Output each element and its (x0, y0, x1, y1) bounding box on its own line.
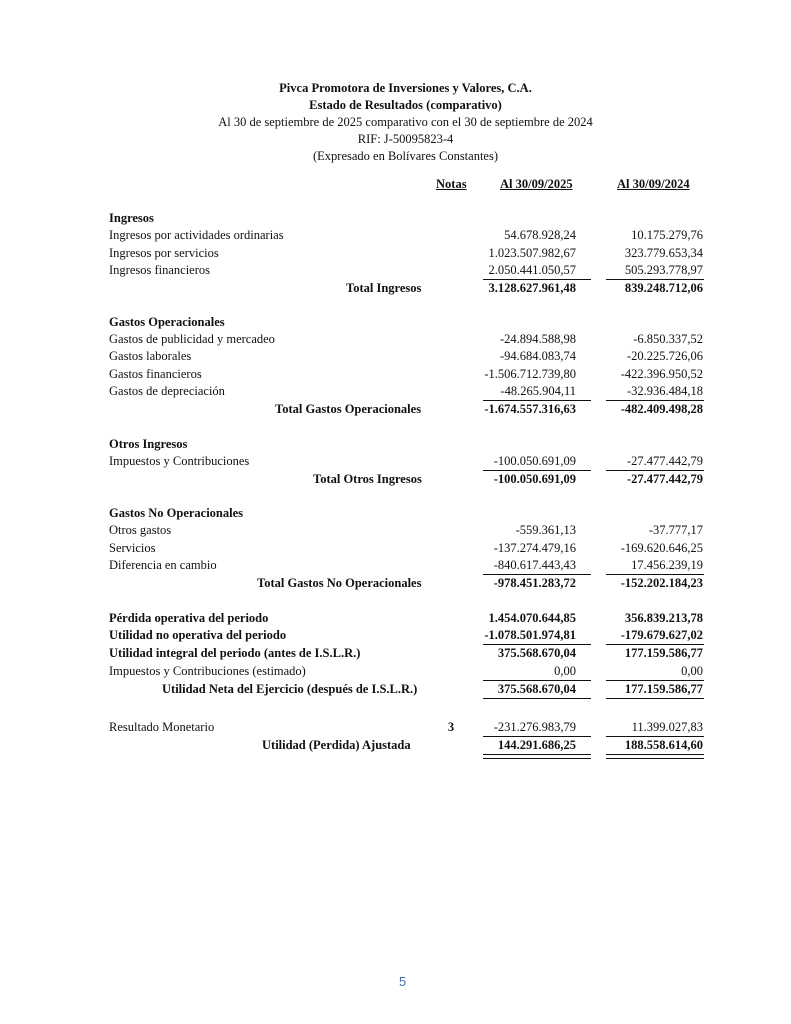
section-title-ingresos: Ingresos (109, 211, 154, 225)
table-row: Gastos laborales -94.684.083,74 -20.225.726,06 (109, 349, 703, 363)
table-row: Servicios -137.274.479,16 -169.620.646,25 (109, 541, 703, 555)
result-row-perdida-operativa: Pérdida operativa del periodo 1.454.070.644,85 356.839.213,78 (109, 611, 703, 625)
result-row-resultado-monetario: Resultado Monetario 3 -231.276.983,79 11.399.027,83 (109, 720, 703, 734)
table-row: Gastos financieros -1.506.712.739,80 -422.396.950,52 (109, 367, 703, 381)
page-number: 5 (399, 974, 407, 989)
double-underline (483, 754, 591, 759)
statement-header (0, 80, 791, 165)
table-row: Diferencia en cambio -840.617.443,43 17.456.239,19 (109, 558, 703, 572)
total-underline (606, 698, 704, 699)
table-row: Impuestos y Contribuciones -100.050.691,09 -27.477.442,79 (109, 454, 703, 468)
table-row: Ingresos por servicios 1.023.507.982,67 323.779.653,34 (109, 246, 703, 260)
result-row-utilidad-integral: Utilidad integral del periodo (antes de I.S.L.R.) 375.568.670,04 177.159.586,77 (109, 646, 703, 660)
section-title-otros-ingresos: Otros Ingresos (109, 437, 188, 451)
section-title-gastos-operacionales: Gastos Operacionales (109, 315, 225, 329)
result-row-utilidad-neta: Utilidad Neta del Ejercicio (después de I.S.L.R.) 375.568.670,04 177.159.586,77 (162, 682, 703, 696)
result-row-utilidad-no-operativa: Utilidad no operativa del periodo -1.078.501.974,81 -179.679.627,02 (109, 628, 703, 642)
column-header-notes: Notas (436, 177, 467, 191)
currency-note: (Expresado en Bolívares Constantes) (312, 149, 499, 163)
double-underline (606, 754, 704, 759)
note-reference: 3 (447, 720, 455, 734)
rif: RIF: J-50095823-4 (357, 132, 454, 146)
company-name: Pivca Promotora de Inversiones y Valores, C.A. (279, 81, 532, 95)
result-row-impuestos-estimado: Impuestos y Contribuciones (estimado) 0,00 0,00 (109, 664, 703, 678)
table-row: Ingresos financieros 2.050.441.050,57 505.293.778,97 (109, 263, 703, 277)
table-row: Ingresos por actividades ordinarias 54.678.928,24 10.175.279,76 (109, 228, 703, 242)
total-row: Total Gastos Operacionales -1.674.557.316,63 -482.409.498,28 (275, 402, 703, 416)
table-row: Otros gastos -559.361,13 -37.777,17 (109, 523, 703, 537)
statement-period: Al 30 de septiembre de 2025 comparativo con el 30 de septiembre de 2024 (218, 115, 593, 129)
total-row: Total Gastos No Operacionales -978.451.283,72 -152.202.184,23 (257, 576, 703, 590)
column-header-2025: Al 30/09/2025 (500, 177, 573, 191)
column-header-2024: Al 30/09/2024 (617, 177, 690, 191)
table-row: Gastos de publicidad y mercadeo -24.894.588,98 -6.850.337,52 (109, 332, 703, 346)
statement-title: Estado de Resultados (comparativo) (309, 98, 502, 112)
table-row: Gastos de depreciación -48.265.904,11 -32.936.484,18 (109, 384, 703, 398)
total-row: Total Ingresos 3.128.627.961,48 839.248.712,06 (346, 281, 703, 295)
result-row-utilidad-ajustada: Utilidad (Perdida) Ajustada 144.291.686,25 188.558.614,60 (262, 738, 703, 752)
section-title-gastos-no-operacionales: Gastos No Operacionales (109, 506, 244, 520)
total-row: Total Otros Ingresos -100.050.691,09 -27.477.442,79 (313, 472, 703, 486)
total-underline (483, 698, 591, 699)
